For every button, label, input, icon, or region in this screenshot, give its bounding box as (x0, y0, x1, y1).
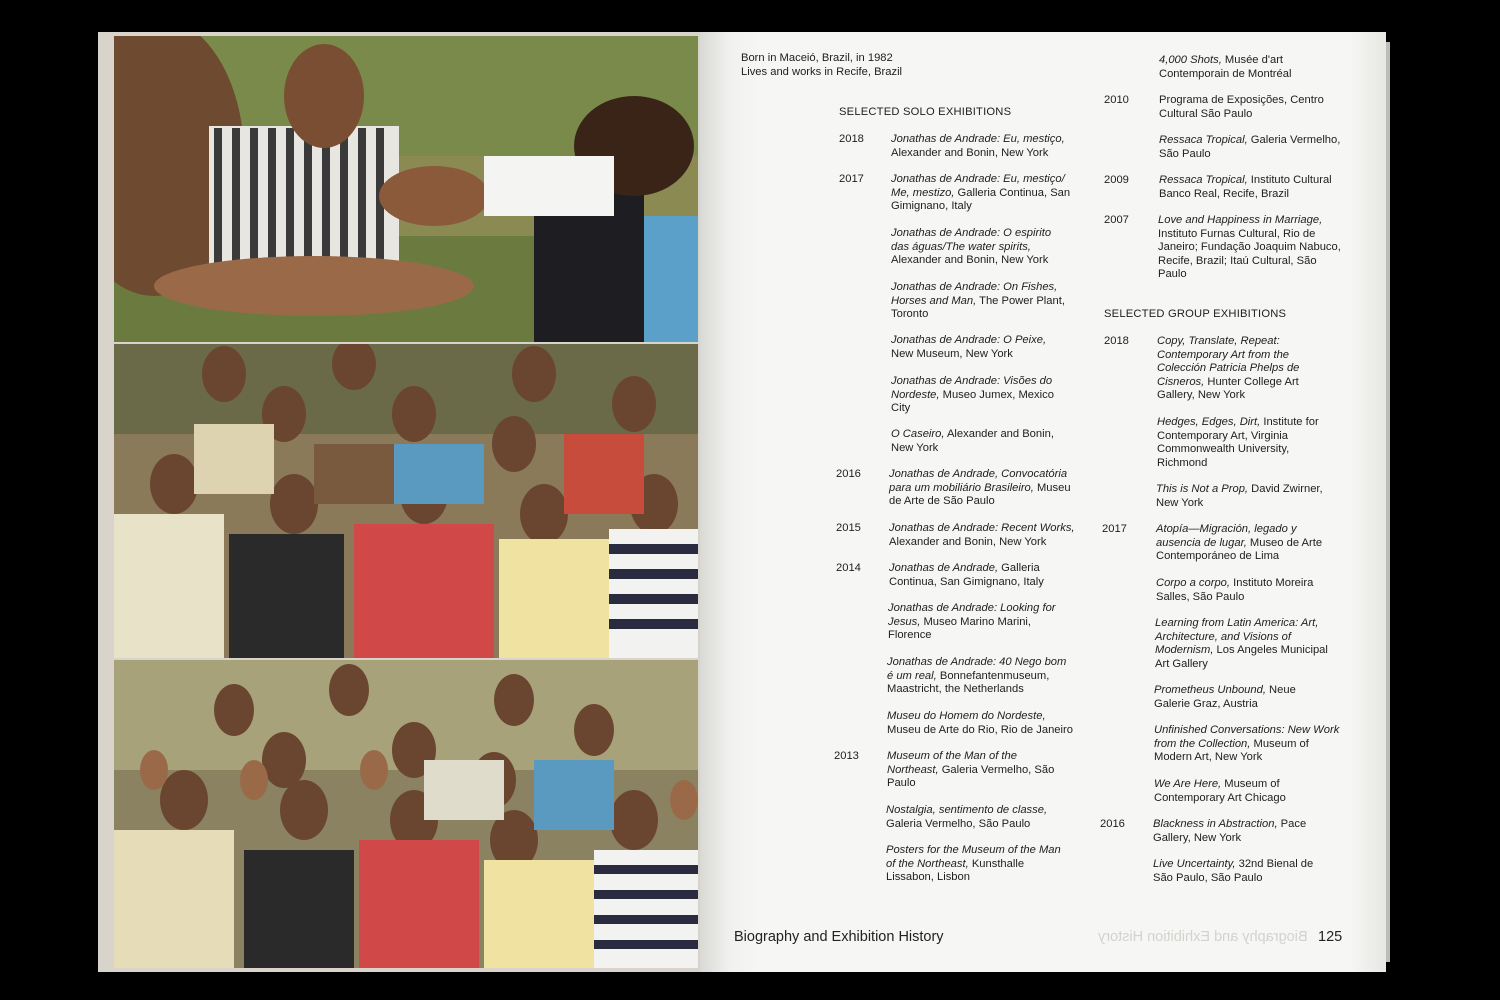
group-exhibition-year: 2017 (1102, 523, 1127, 535)
solo-exhibition-venue: Bonnefantenmuseum, Maastricht, the Netherlands (887, 669, 1050, 696)
solo-exhibition-venue: Instituto Furnas Cultural, Rio de Janeiro; Fundação Joaquim Nabuco, Recife, Brazil; Itaú Cultural, São Paulo (1158, 227, 1341, 281)
solo-exhibition-year: 2010 (1104, 94, 1129, 106)
group-exhibition-year: 2018 (1104, 335, 1129, 347)
running-footer-title: Biography and Exhibition History (734, 929, 944, 945)
solo-exhibition-entry (834, 844, 1071, 904)
solo-exhibition-entry (834, 750, 1062, 810)
solo-exhibition-venue: Alexander and Bonin, New York (891, 254, 1049, 267)
group-exhibition-venue: 32nd Bienal de São Paulo, São Paulo (1153, 858, 1314, 884)
group-exhibition-title: Unfinished Conversations: New Work from the Collection, (1154, 724, 1340, 750)
solo-exhibition-title: Jonathas de Andrade: On Fishes, Horses and Man, (891, 281, 1058, 307)
solo-exhibition-title: Museu do Homem do Nordeste, (887, 710, 1046, 722)
group-exhibition-venue: Pace Gallery, New York (1153, 818, 1307, 844)
group-exhibition-entry (1102, 724, 1344, 784)
solo-exhibition-venue: New Museum, New York (891, 347, 1013, 360)
group-exhibition-title: Learning from Latin America: Art, Architecture, and Visions of Modernism, (1155, 617, 1319, 657)
group-exhibition-venue: Museum of Modern Art, New York (1154, 737, 1309, 764)
solo-exhibition-description (891, 281, 1071, 322)
page-edge (1386, 42, 1390, 962)
group-exhibition-title: Copy, Translate, Repeat: Contemporary Art from the Colección Patricia Phelps de Cisneros, (1157, 335, 1300, 388)
solo-exhibition-description (1159, 174, 1339, 201)
group-exhibition-title: Atopía—Migración, legado y ausencia de lugar, (1156, 523, 1297, 549)
solo-exhibition-venue: Museu de Arte do Rio, Rio de Janeiro (887, 723, 1073, 736)
group-exhibition-description (1156, 523, 1336, 564)
solo-exhibition-venue: Galeria Vermelho, São Paulo (887, 763, 1055, 790)
solo-exhibition-year: 2018 (839, 133, 864, 145)
group-exhibition-title: This is Not a Prop, (1156, 483, 1249, 495)
solo-exhibition-venue: Galeria Vermelho, São Paulo (1159, 134, 1341, 160)
solo-exhibition-description (1159, 94, 1339, 121)
solo-exhibition-year: 2015 (836, 522, 861, 534)
solo-exhibition-title: Museum of the Man of the Northeast, (887, 750, 1017, 776)
group-exhibition-entry (1104, 416, 1332, 476)
group-exhibition-venue: Hunter College Art Gallery, New York (1157, 375, 1299, 402)
solo-exhibition-entry (836, 656, 1067, 716)
bio-residence: Lives and works in Recife, Brazil (741, 65, 903, 78)
solo-exhibition-year: 2017 (839, 173, 864, 185)
group-exhibition-description (1153, 858, 1328, 885)
bio-birth: Born in Maceió, Brazil, in 1982 (741, 52, 893, 64)
group-exhibition-description (1155, 617, 1340, 671)
solo-exhibition-title: Nostalgia, sentimento de classe, (886, 804, 1048, 816)
group-exhibition-description (1154, 724, 1344, 765)
solo-exhibition-venue: Alexander and Bonin, New York (889, 535, 1047, 548)
solo-exhibition-title: Jonathas de Andrade: O Peixe, (891, 334, 1047, 346)
solo-exhibition-venue: Musée d'art Contemporain de Montréal (1159, 54, 1292, 80)
solo-exhibition-title: Ressaca Tropical, (1159, 134, 1248, 146)
group-exhibition-description (1153, 818, 1333, 845)
group-exhibition-title: Corpo a corpo, (1156, 577, 1231, 589)
solo-exhibition-title: Posters for the Museum of the Man of the Northeast, (886, 844, 1061, 870)
solo-exhibition-description (887, 656, 1067, 697)
solo-exhibition-title: Jonathas de Andrade: 40 Nego bom é um real, (887, 656, 1067, 682)
solo-exhibition-entry (839, 173, 1076, 233)
solo-exhibition-title: Jonathas de Andrade: Recent Works, (889, 522, 1075, 534)
solo-exhibition-description (886, 844, 1071, 885)
solo-exhibition-entry (1104, 214, 1343, 281)
solo-exhibition-venue: Museu de Arte de São Paulo (889, 481, 1071, 508)
show-through-text: Biography and Exhibition History (1098, 929, 1308, 945)
left-page (98, 32, 700, 972)
solo-exhibition-venue: Galeria Vermelho, São Paulo (886, 817, 1031, 830)
solo-exhibition-title: Jonathas de Andrade, (889, 562, 999, 574)
solo-exhibition-venue: Kunsthalle Lissabon, Lisbon (886, 857, 1025, 884)
group-exhibition-title: Live Uncertainty, (1153, 858, 1236, 870)
group-exhibition-venue: Institute for Contemporary Art, Virginia Commonwealth University, Richmond (1157, 416, 1319, 469)
solo-exhibition-description (891, 375, 1071, 416)
page-number: 125 (1318, 929, 1343, 945)
group-exhibition-entry (1102, 617, 1340, 677)
solo-exhibition-description (888, 602, 1068, 643)
solo-exhibition-title: Jonathas de Andrade: Visões do Nordeste, (891, 375, 1053, 401)
solo-exhibition-description (891, 428, 1061, 455)
solo-exhibition-title: O Caseiro, (891, 428, 945, 440)
group-exhibition-entry (1100, 858, 1328, 918)
solo-exhibition-year: 2013 (834, 750, 859, 762)
solo-exhibition-description (1159, 54, 1324, 81)
solo-exhibition-description (891, 334, 1061, 361)
solo-exhibition-year: 2014 (836, 562, 861, 574)
solo-exhibition-entry (839, 375, 1071, 435)
solo-exhibition-description (1158, 214, 1343, 282)
solo-exhibition-venue: Alexander and Bonin, New York (891, 428, 1054, 454)
solo-exhibitions-heading: SELECTED SOLO EXHIBITIONS (839, 106, 1012, 118)
solo-exhibition-venue: Museo Jumex, Mexico City (891, 388, 1054, 415)
photo-celebration (114, 36, 698, 342)
solo-exhibition-title: Love and Happiness in Marriage, (1158, 214, 1323, 226)
group-exhibition-year: 2016 (1100, 818, 1125, 830)
solo-exhibition-venue: The Power Plant, Toronto (891, 294, 1065, 321)
group-exhibition-title: Prometheus Unbound, (1154, 684, 1266, 696)
group-exhibition-description (1154, 778, 1329, 805)
solo-exhibition-year: 2007 (1104, 214, 1129, 226)
group-exhibition-venue: Instituto Moreira Salles, São Paulo (1156, 577, 1314, 603)
solo-exhibition-description (886, 804, 1066, 831)
solo-exhibition-description (889, 468, 1079, 509)
solo-exhibition-description (891, 173, 1076, 214)
group-exhibition-description (1156, 483, 1331, 510)
solo-exhibition-venue: Galleria Continua, San Gimignano, Italy (889, 562, 1044, 588)
solo-exhibition-entry (836, 602, 1068, 662)
solo-exhibition-venue: Galleria Continua, San Gimignano, Italy (891, 186, 1071, 213)
group-exhibition-description (1157, 416, 1332, 470)
group-exhibition-entry (1102, 523, 1336, 583)
photo-group-seated (114, 344, 698, 658)
photo-group-waving (114, 660, 698, 968)
solo-exhibition-description (889, 562, 1064, 589)
solo-exhibition-title: Jonathas de Andrade: Eu, mestiço/ Me, mestizo, (891, 173, 1065, 199)
solo-exhibition-title: Jonathas de Andrade, Convocatória para um mobiliário Brasileiro, (889, 468, 1068, 494)
solo-exhibition-year: 2016 (836, 468, 861, 480)
solo-exhibition-description (887, 750, 1062, 791)
solo-exhibition-venue: Instituto Cultural Banco Real, Recife, Brazil (1159, 174, 1332, 200)
solo-exhibition-title: Ressaca Tropical, (1159, 174, 1248, 186)
solo-exhibition-description (891, 227, 1066, 268)
solo-exhibition-description (889, 522, 1079, 549)
solo-exhibition-description (1159, 134, 1344, 161)
group-exhibition-venue: Museo de Arte Contemporáneo de Lima (1156, 536, 1323, 563)
group-exhibition-description (1157, 335, 1332, 403)
solo-exhibition-title: Jonathas de Andrade: Looking for Jesus, (888, 602, 1056, 628)
solo-exhibition-year: 2009 (1104, 174, 1129, 186)
solo-exhibition-title: 4,000 Shots, (1159, 54, 1222, 66)
group-exhibition-title: We Are Here, (1154, 778, 1222, 790)
solo-exhibition-description (891, 133, 1076, 160)
group-exhibitions-heading: SELECTED GROUP EXHIBITIONS (1104, 308, 1287, 320)
solo-exhibition-description (887, 710, 1077, 737)
group-exhibition-title: Hedges, Edges, Dirt, (1157, 416, 1261, 428)
group-exhibition-description (1154, 684, 1334, 711)
solo-exhibition-venue: Museo Marino Marini, Florence (888, 615, 1032, 642)
group-exhibition-venue: David Zwirner, New York (1156, 483, 1323, 509)
solo-exhibition-title: Jonathas de Andrade: O espirito das águas/The water spirits, (891, 227, 1052, 253)
artist-bio (741, 52, 902, 79)
solo-exhibition-entry (839, 227, 1066, 287)
solo-exhibition-title: Jonathas de Andrade: Eu, mestiço, (891, 133, 1065, 145)
group-exhibition-entry (1104, 335, 1332, 402)
solo-exhibition-venue: Programa de Exposições, Centro Cultural São Paulo (1159, 94, 1324, 120)
solo-exhibition-entry (839, 281, 1071, 341)
group-exhibition-venue: Museum of Contemporary Art Chicago (1154, 778, 1286, 804)
solo-exhibition-entry (836, 468, 1079, 528)
solo-exhibition-venue: Alexander and Bonin, New York (891, 146, 1049, 159)
group-exhibition-venue: Neue Galerie Graz, Austria (1154, 684, 1296, 710)
group-exhibition-description (1156, 577, 1331, 604)
group-exhibition-title: Blackness in Abstraction, (1153, 818, 1278, 830)
group-exhibition-venue: Los Angeles Municipal Art Gallery (1155, 644, 1328, 670)
